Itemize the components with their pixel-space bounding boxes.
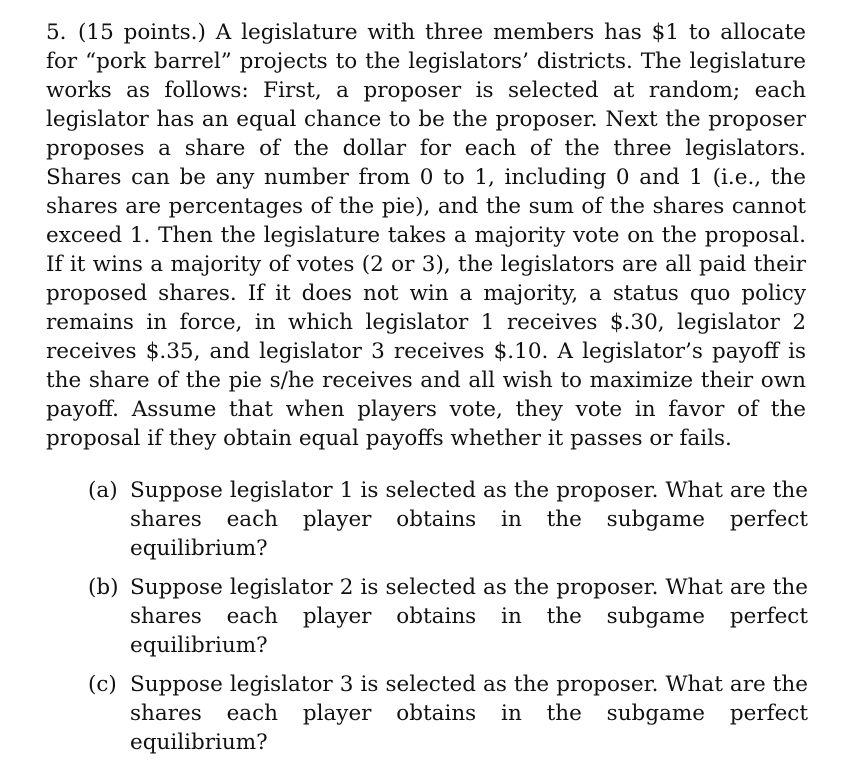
problem-paragraph: [46, 18, 806, 453]
sub-question-b: [88, 573, 808, 660]
sub-questions: [88, 476, 808, 767]
problem-points: (15 points.): [78, 20, 206, 45]
problem-text: A legislature with three members has $1 to allocate for “pork barrel” projects to the legislators’ districts. The legislature works as follows: First, a proposer is selected at random; each legislator has an equal chance to be the proposer. Next the proposer proposes a share of the dollar for each of the three legislators. Shares can be any number from 0 to 1, including 0 and 1 (i.e., the shares are percentages of the pie), and the sum of the shares cannot exceed 1. Then the legislature takes a majority vote on the proposal. If it wins a majority of votes (2 or 3), the legislators are all paid their proposed shares. If it does not win a majority, a status quo policy remains in force, in which legislator 1 receives $.30, legislator 2 receives $.35, and legislator 3 receives $.10. A legislator’s payoff is the share of the pie s/he receives and all wish to maximize their own payoff. Assume that when players vote, they vote in favor of the proposal if they obtain equal payoffs whether it passes or fails.: [46, 20, 806, 451]
sub-question-c: [88, 670, 808, 757]
problem-number: 5.: [46, 20, 67, 45]
sub-question-label: (b): [88, 575, 119, 600]
sub-question-text: Suppose legislator 1 is selected as the proposer. What are the shares each player obtains in the subgame perfect equilibrium?: [130, 478, 808, 561]
sub-question-text: Suppose legislator 2 is selected as the proposer. What are the shares each player obtains in the subgame perfect equilibrium?: [130, 575, 808, 658]
problem-statement: [46, 18, 806, 453]
sub-question-label: (c): [88, 672, 117, 697]
sub-question-text: Suppose legislator 3 is selected as the proposer. What are the shares each player obtains in the subgame perfect equilibrium?: [130, 672, 808, 755]
sub-question-a: [88, 476, 808, 563]
sub-question-label: (a): [88, 478, 118, 503]
